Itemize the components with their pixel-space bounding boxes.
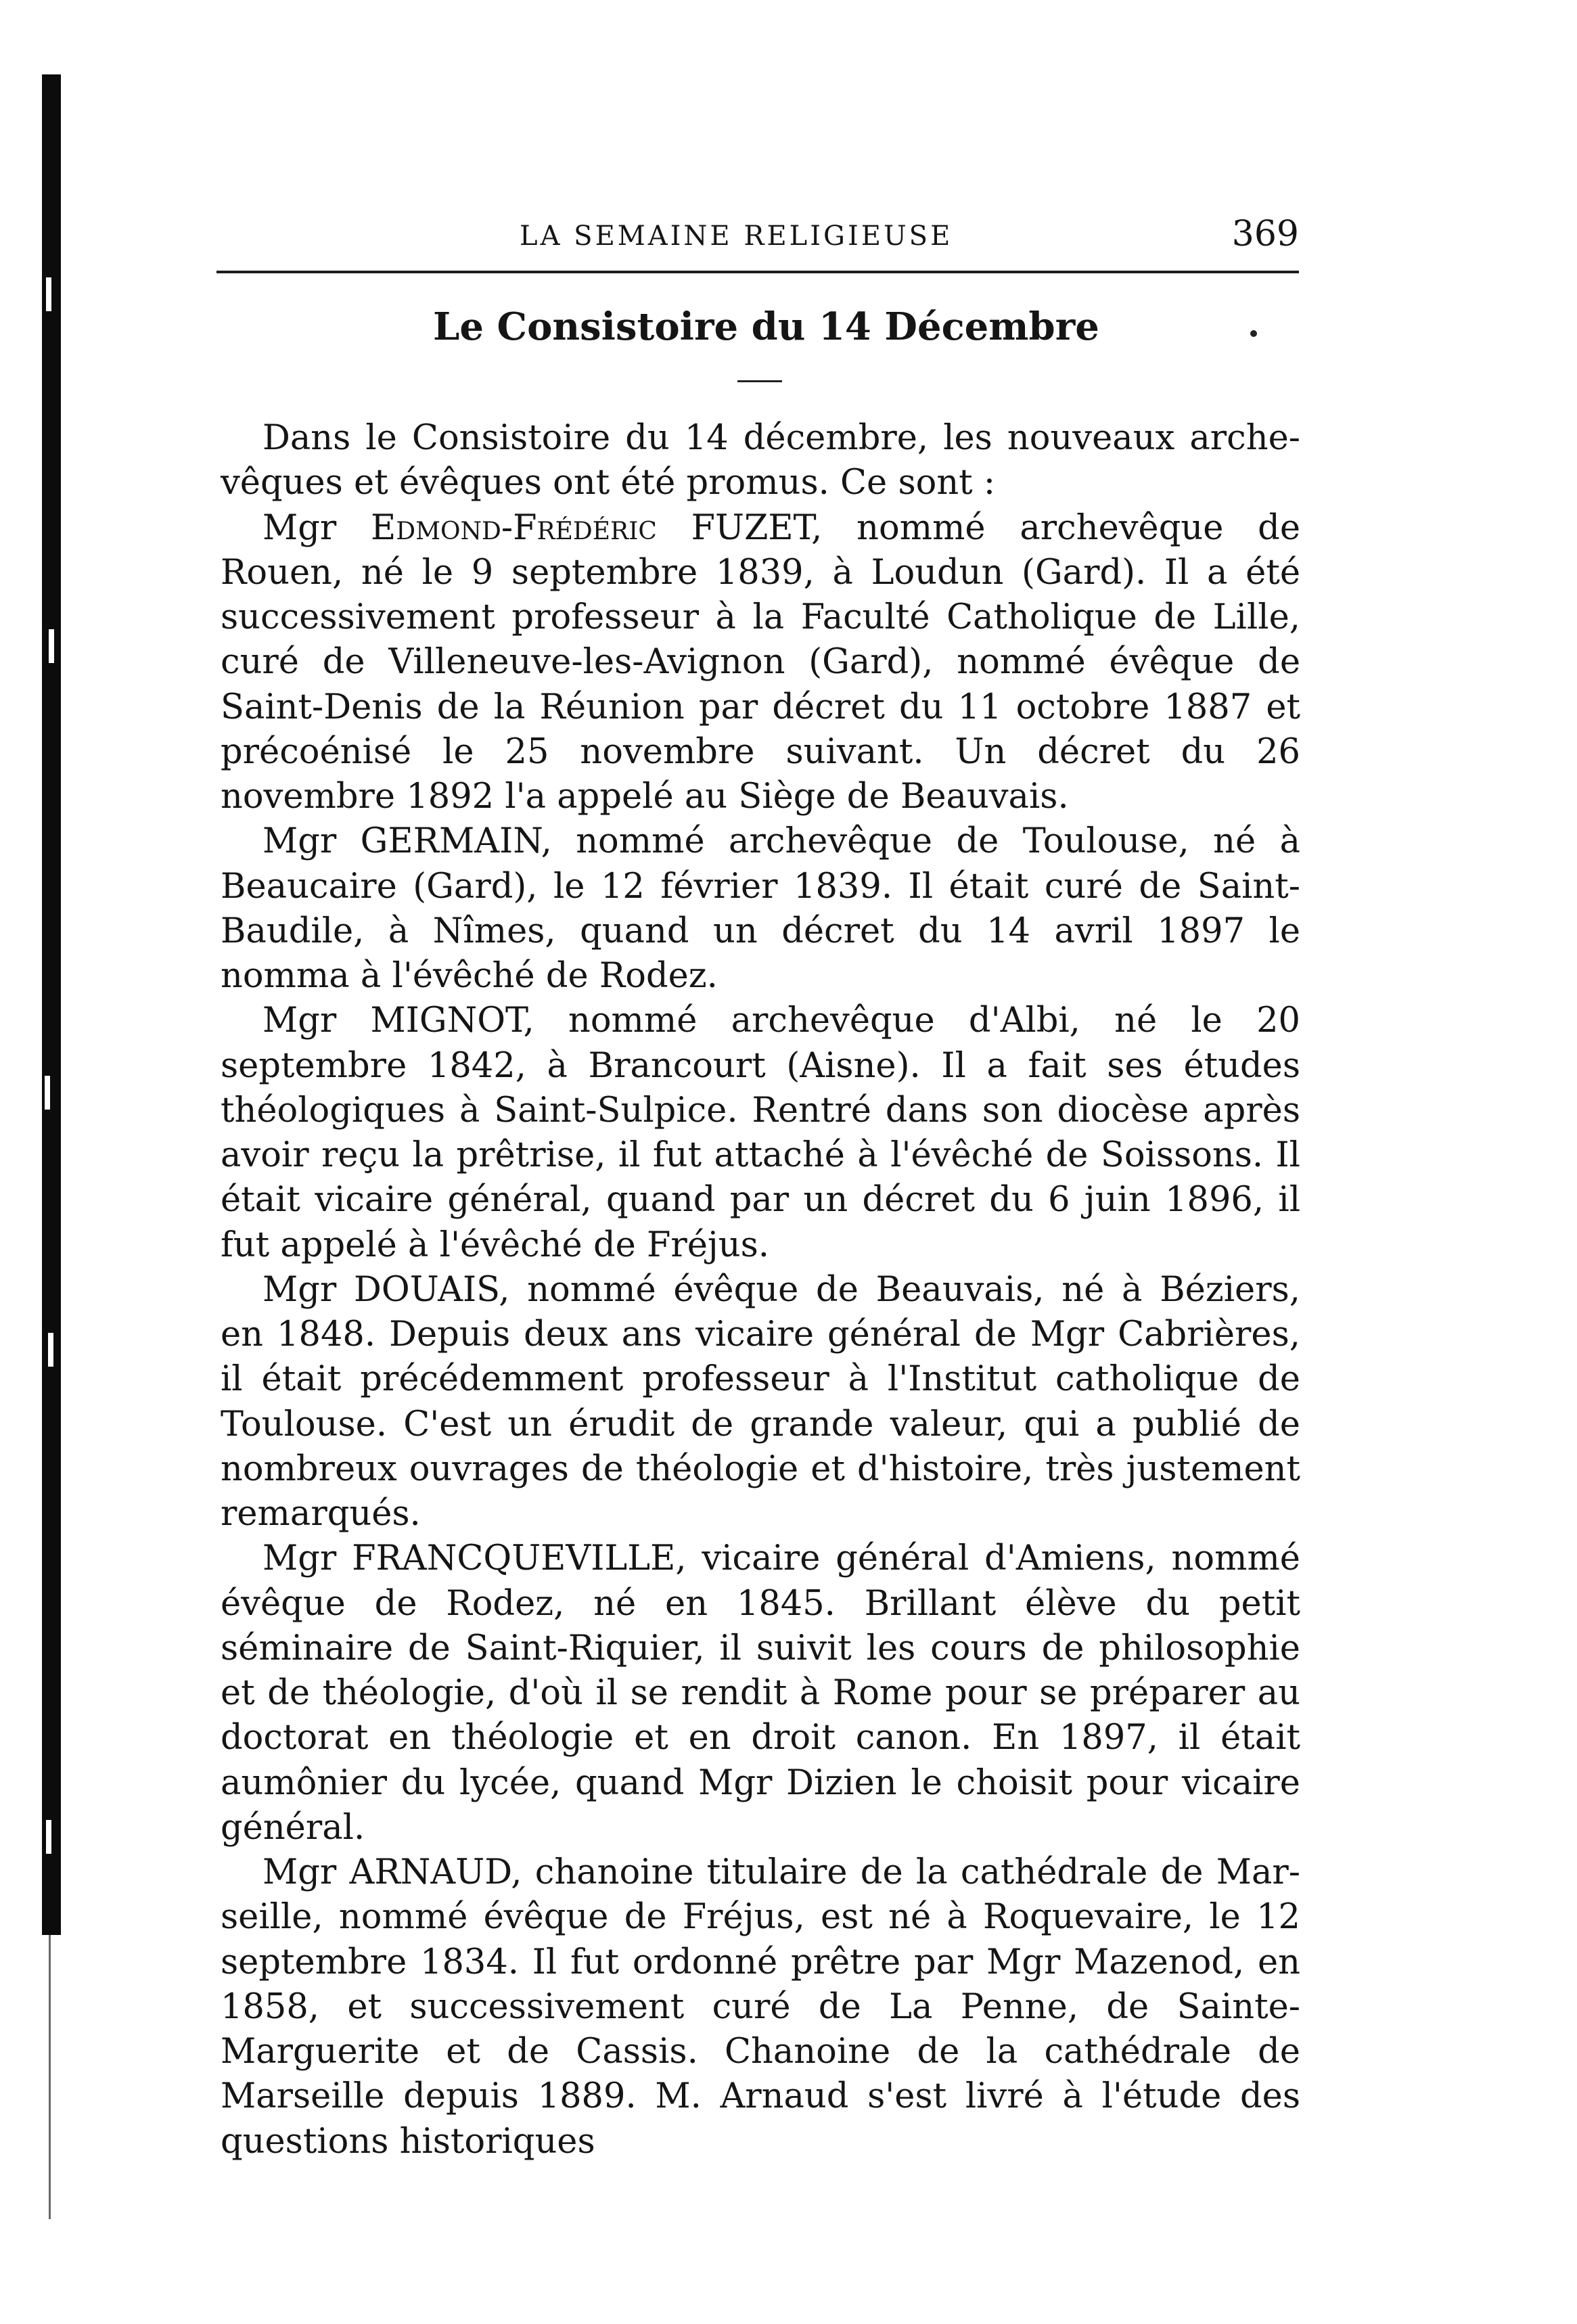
- paragraph: [221, 1850, 1300, 2164]
- paragraph-text: FUZET, nommé archevêque de Rouen, né le 9 septembre 1839, à Loudun (Gard). Il a été successivement professeur à la Faculté Catholique de Lille, curé de Villeneuve-les-Avignon (Gard), nommé évêque de Saint-Denis de la Réunion par décret du 11 octobre 1887 et précoénisé le 25 novembre suivant. Un décret du 26 novembre 1892 l'a appelé au Siège de Beauvais.: [221, 507, 1300, 817]
- title-separator-dash: [737, 380, 782, 382]
- running-title: LA SEMAINE RELIGIEUSE: [520, 221, 953, 252]
- article-body: [221, 416, 1300, 2164]
- paragraph: [221, 819, 1300, 999]
- paragraph-text: Mgr ARNAUD, chanoine titulaire de la cathédrale de Marseille, nommé évêque de Fréjus, est né à Roquevaire, le 12 septembre 1834. Il fut ordonné prêtre par Mgr Mazenod, en 1858, et successivement curé de La Penne, de Sainte-Marguerite et de Cassis. Chanoine de la cathédrale de Marseille depuis 1889. M. Arnaud s'est livré à l'étude des questions historiques: [221, 1852, 1300, 2162]
- paragraph: [221, 506, 1300, 820]
- paragraph-text: Mgr FRANCQUEVILLE, vicaire général d'Amiens, nommé évêque de Rodez, né en 1845. Brillant élève du petit séminaire de Saint-Riquier, il suivit les cours de philosophie et de théologie, d'où il se rendit à Rome pour se préparer au doctorat en théologie et en droit canon. En 1897, il était aumônier du lycée, quand Mgr Dizien le choisit pour vicaire général.: [221, 1539, 1300, 1848]
- stray-dot-mark: [1250, 330, 1257, 337]
- paragraph-text: Mgr MIGNOT, nommé archevêque d'Albi, né le 20 septembre 1842, à Brancourt (Aisne). Il a fait ses études théologiques à Saint-Sulpice. Rentré dans son diocèse après avoir reçu la prêtrise, il fut attaché à l'évêché de Soissons. Il était vicaire général, quand par un décret du 6 juin 1896, il fut appelé à l'évêché de Fréjus.: [221, 1001, 1300, 1265]
- paragraph: [221, 416, 1300, 506]
- small-caps-name: Edmond-Frédéric: [371, 507, 657, 548]
- page-binding-edge: [42, 74, 61, 1935]
- paragraph-text: Mgr DOUAIS, nommé évêque de Beauvais, né à Béziers, en 1848. Depuis deux ans vicaire général de Mgr Cabrières, il était précédemment professeur à l'Institut catholique de Toulouse. C'est un érudit de grande valeur, qui a publié de nombreux ouvrages de théologie et d'histoire, très justement remarqués.: [221, 1269, 1300, 1534]
- running-header: [216, 214, 1299, 261]
- paragraph: [221, 999, 1300, 1268]
- paragraph-text: Mgr GERMAIN, nommé archevêque de Toulouse, né à Beaucaire (Gard), le 12 février 1839. Il était curé de Saint-Baudile, à Nîmes, quand un décret du 14 avril 1897 le nomma à l'évêché de Rodez.: [221, 821, 1300, 996]
- header-rule: [216, 271, 1299, 273]
- paragraph-text: Mgr: [262, 507, 371, 548]
- page-binding-tail: [49, 1935, 51, 2219]
- article-title: Le Consistoire du 14 Décembre: [433, 304, 1099, 349]
- paragraph: [221, 1268, 1300, 1537]
- paragraph: [221, 1536, 1300, 1850]
- paragraph-text: Dans le Consistoire du 14 décembre, les nouveaux archevêques et évêques ont été promus. Ce sont :: [221, 418, 1300, 503]
- page-number: 369: [1231, 214, 1299, 254]
